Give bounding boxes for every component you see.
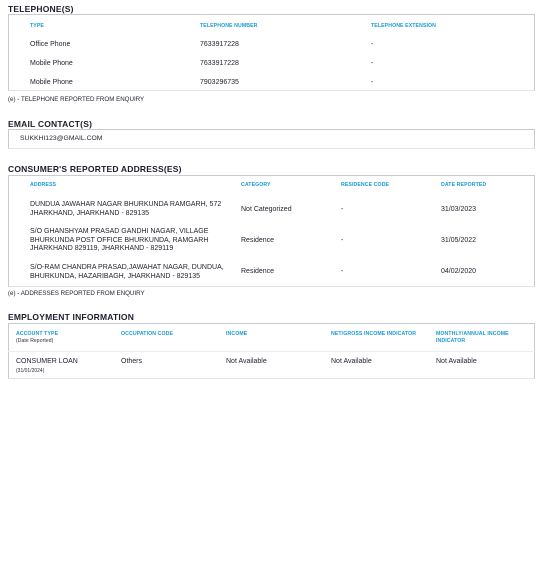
address-row-1-residence: -: [341, 206, 344, 213]
employment-account-type-date: (31/01/2024): [16, 367, 45, 374]
employment-title: EMPLOYMENT INFORMATION: [8, 312, 135, 322]
employment-header-income: INCOME: [226, 331, 248, 337]
phone-row-3-ext: -: [371, 79, 374, 86]
employment-row-separator: [8, 351, 535, 352]
telephones-header-extension: TELEPHONE EXTENSION: [371, 23, 437, 29]
employment-account-type-value: CONSUMER LOAN: [16, 358, 78, 365]
address-row-2-address: S/O GHANSHYAM PRASAD GANDHI NAGAR, VILLAGE BHURKUNDA POST OFFICE BHURKUNDA, RAMGARH JHARKHAND 829119, JHARKHAND - 829119: [30, 228, 209, 252]
account-type-sublabel: (Date Reported): [16, 337, 54, 344]
employment-header-monthly-annual: MONTHLY/ANNUAL INCOME INDICATOR: [436, 331, 509, 344]
email-title: EMAIL CONTACT(S): [8, 119, 93, 129]
addresses-title: CONSUMER'S REPORTED ADDRESS(ES): [8, 164, 182, 174]
address-row-3-address: S/O-RAM CHANDRA PRASAD,JAWAHAT NAGAR, DUNDUA, BHURKUNDA, HAZARIBAGH, JHARKHAND - 829135: [30, 264, 224, 280]
address-row-2-date: 31/05/2022: [441, 237, 477, 244]
telephones-note: (e) - TELEPHONE REPORTED FROM ENQUIRY: [8, 96, 145, 103]
employment-income: Not Available: [226, 358, 267, 365]
account-type-label: ACCOUNT TYPE: [16, 331, 59, 337]
phone-row-2-ext: -: [371, 60, 374, 67]
phone-row-3-number: 7903296735: [200, 79, 239, 86]
addresses-header-residence-code: RESIDENCE CODE: [341, 182, 390, 188]
phone-row-1-number: 7633917228: [200, 41, 239, 48]
address-row-3-date: 04/02/2020: [441, 268, 477, 275]
addresses-note: (e) - ADDRESSES REPORTED FROM ENQUIRY: [8, 290, 145, 297]
employment-account-type: [16, 358, 78, 375]
addresses-header-category: CATEGORY: [241, 182, 271, 188]
address-row-2-residence: -: [341, 237, 344, 244]
telephones-title: TELEPHONE(S): [8, 4, 74, 14]
address-row-1-category: Not Categorized: [241, 206, 292, 213]
addresses-header-date-reported: DATE REPORTED: [441, 182, 487, 188]
address-row-2-category: Residence: [241, 237, 275, 244]
phone-row-2-type: Mobile Phone: [30, 60, 73, 67]
employment-header-occupation: OCCUPATION CODE: [121, 331, 174, 337]
address-row-3-category: Residence: [241, 268, 275, 275]
telephones-header-number: TELEPHONE NUMBER: [200, 23, 258, 29]
employment-net-gross: Not Available: [331, 358, 372, 365]
phone-row-2-number: 7633917228: [200, 60, 239, 67]
telephones-header-type: TYPE: [30, 23, 44, 29]
telephones-table: [8, 14, 535, 91]
addresses-header-address: ADDRESS: [30, 182, 57, 188]
employment-monthly-annual: Not Available: [436, 358, 477, 365]
employment-header-account-type: [16, 331, 58, 344]
email-value: SUKKHI123@GMAIL.COM: [20, 135, 103, 142]
address-row-1-address: DUNDUA JAWAHAR NAGAR BHURKUNDA RAMGARH, 572 JHARKHAND, JHARKHAND - 829135: [30, 201, 222, 217]
phone-row-3-type: Mobile Phone: [30, 79, 73, 86]
employment-occupation: Others: [121, 358, 143, 365]
employment-header-net-gross: NET/GROSS INCOME INDICATOR: [331, 331, 417, 337]
address-row-3-residence: -: [341, 268, 344, 275]
address-row-1-date: 31/03/2023: [441, 206, 477, 213]
phone-row-1-type: Office Phone: [30, 41, 71, 48]
phone-row-1-ext: -: [371, 41, 374, 48]
